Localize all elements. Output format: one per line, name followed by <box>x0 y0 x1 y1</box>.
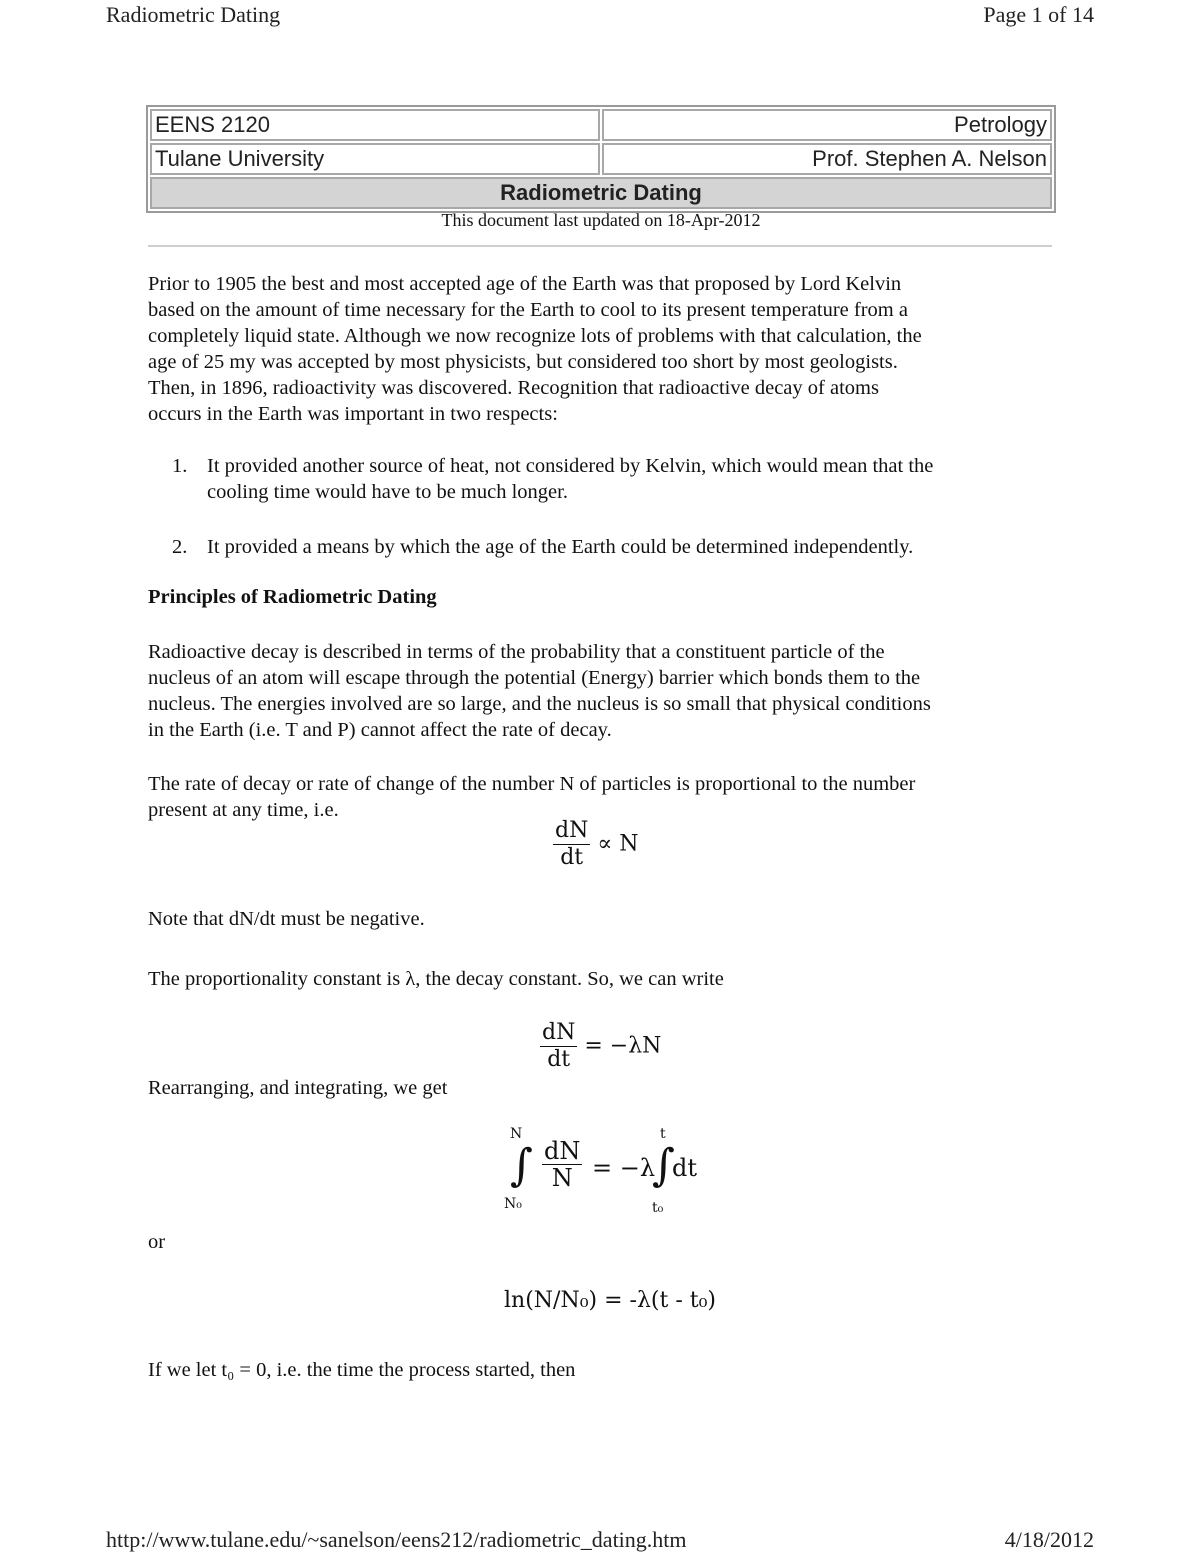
equation-integral <box>500 1124 720 1224</box>
denominator: N <box>551 1164 573 1192</box>
equation-proportional <box>553 818 638 871</box>
differential: dt <box>672 1154 698 1182</box>
text-line: age of 25 my was accepted by most physicists, but considered too short by most geologists. <box>148 351 898 373</box>
text-line: in the Earth (i.e. T and P) cannot affect the rate of decay. <box>148 719 612 741</box>
text-line: based on the amount of time necessary for the Earth to cool to its present temperature from a <box>148 299 908 321</box>
document-title: Radiometric Dating <box>150 177 1052 209</box>
equation-decay-rate <box>540 1020 661 1073</box>
conclusion-text: If we let t₀ = 0, i.e. the time the process started, then <box>148 1359 576 1381</box>
list-number: 2. <box>172 536 188 558</box>
equation-rhs: = −λN <box>584 1033 662 1059</box>
text-line: Radioactive decay is described in terms of the probability that a constituent particle of the <box>148 641 885 663</box>
list-number: 1. <box>172 455 188 477</box>
fraction <box>542 1138 582 1191</box>
list-item <box>172 534 1058 564</box>
running-header-title: Radiometric Dating <box>106 2 281 27</box>
upper-limit: t <box>660 1126 666 1142</box>
numerator: dN <box>542 1020 576 1045</box>
equation-log-form: ln(N/N₀) = -λ(t - t₀) <box>504 1288 716 1313</box>
fraction <box>553 818 590 871</box>
principles-paragraph <box>148 639 1058 743</box>
page-number: Page 1 of 14 <box>983 2 1094 27</box>
numerator: dN <box>544 1137 581 1165</box>
text-line: occurs in the Earth was important in two respects: <box>148 403 558 425</box>
text-line: The rate of decay or rate of change of the number N of particles is proportional to the number <box>148 773 916 795</box>
rearranging-text: Rearranging, and integrating, we get <box>148 1077 448 1099</box>
lower-limit: t₀ <box>652 1200 664 1216</box>
professor-name: Prof. Stephen A. Nelson <box>602 143 1052 175</box>
equation-rhs: ∝ N <box>597 831 639 857</box>
university-name: Tulane University <box>150 143 600 175</box>
text-line: cooling time would have to be much longer. <box>207 481 568 503</box>
text-line: It provided a means by which the age of the Earth could be determined independently. <box>207 536 914 558</box>
denominator: dt <box>560 845 584 870</box>
footer-url: http://www.tulane.edu/~sanelson/eens212/radiometric_dating.htm <box>106 1527 687 1552</box>
or-text: or <box>148 1231 166 1253</box>
course-subject: Petrology <box>602 109 1052 141</box>
note-text: Note that dN/dt must be negative. <box>148 908 425 930</box>
rate-paragraph <box>148 771 1058 823</box>
upper-limit: N <box>510 1126 523 1142</box>
text-line: nucleus of an atom will escape through the potential (Energy) barrier which bonds them to the <box>148 667 921 689</box>
equation-mid: = −λ <box>592 1154 656 1182</box>
last-updated: This document last updated on 18-Apr-2012 <box>441 210 761 230</box>
text-line: Then, in 1896, radioactivity was discovered. Recognition that radioactive decay of atoms <box>148 377 879 399</box>
text-line: Prior to 1905 the best and most accepted age of the Earth was that proposed by Lord Kelvin <box>148 273 902 295</box>
list-text <box>207 534 1057 560</box>
text-line: present at any time, i.e. <box>148 799 339 821</box>
course-info-table <box>146 105 1056 213</box>
text-line: completely liquid state. Although we now recognize lots of problems with that calculation, the <box>148 325 922 347</box>
horizontal-divider <box>148 245 1052 247</box>
list-item <box>172 453 1058 513</box>
list-text <box>207 453 1057 505</box>
footer-date: 4/18/2012 <box>1004 1527 1094 1552</box>
intro-paragraph <box>148 271 1058 427</box>
lower-limit: N₀ <box>504 1196 522 1212</box>
course-code: EENS 2120 <box>150 109 600 141</box>
denominator: dt <box>547 1047 571 1072</box>
text-line: It provided another source of heat, not considered by Kelvin, which would mean that the <box>207 455 934 477</box>
integral-sign: ∫ <box>510 1140 533 1191</box>
proportionality-text: The proportionality constant is λ, the decay constant. So, we can write <box>148 968 724 990</box>
text-line: nucleus. The energies involved are so large, and the nucleus is so small that physical conditions <box>148 693 931 715</box>
numerator: dN <box>555 818 589 843</box>
integral-sign: ∫ <box>652 1140 675 1191</box>
section-heading: Principles of Radiometric Dating <box>148 586 437 608</box>
fraction <box>540 1020 577 1073</box>
